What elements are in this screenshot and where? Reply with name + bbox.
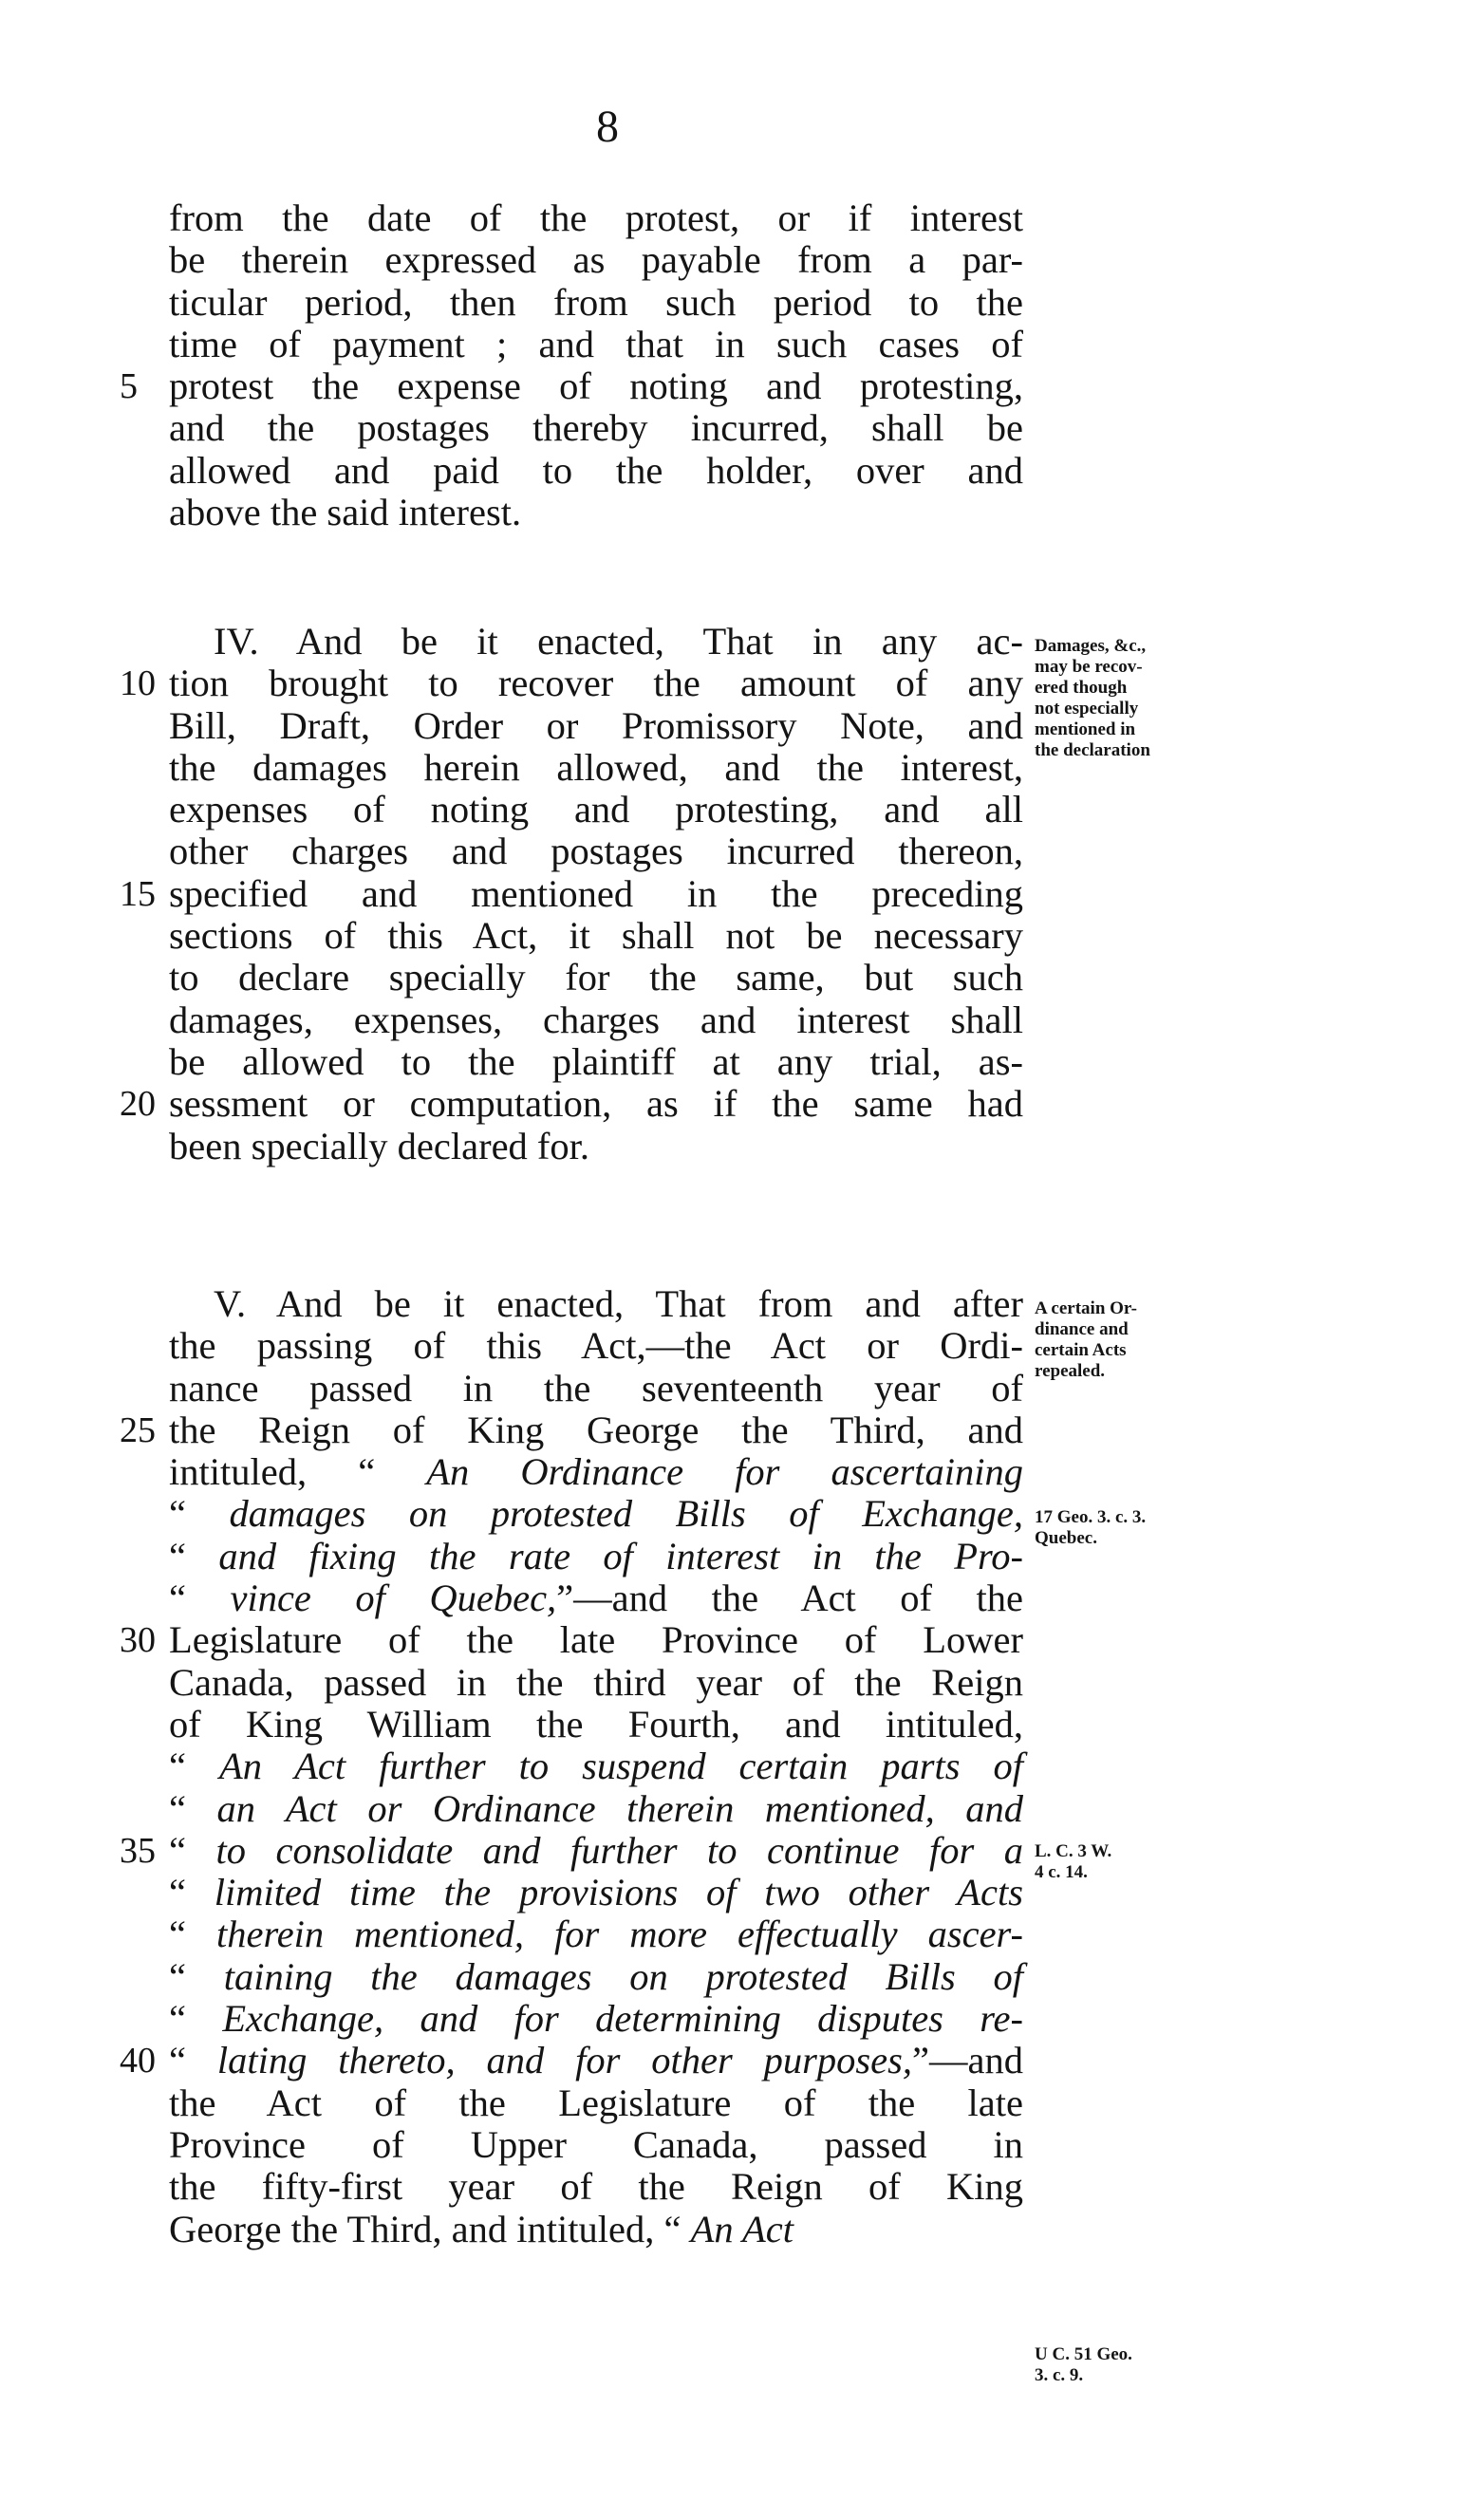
line-number: 25 <box>120 1409 156 1450</box>
text-line <box>120 662 1023 705</box>
line-text: expenses of noting and protesting, and all <box>169 788 1023 831</box>
italic-title-text: lating thereto, and for other purposes, <box>216 2039 913 2082</box>
line-text: ”—and <box>912 2039 1023 2082</box>
text-line <box>169 999 1023 1041</box>
margin-note-upper-canada-act <box>1035 2344 1253 2386</box>
line-text: to declare specially for the same, but such <box>169 956 1023 999</box>
margin-note-repealed <box>1035 1298 1253 1382</box>
line-number: 15 <box>120 873 156 914</box>
italic-title-text: an Act or Ordinance therein mentioned, and <box>216 1786 1023 1830</box>
line-text: the fifty-first year of the Reign of King <box>169 2165 1023 2209</box>
text-line <box>169 621 1023 663</box>
line-text: ”—and the Act of the <box>556 1577 1023 1620</box>
text-line <box>169 282 1023 324</box>
line-text: “ <box>169 1492 230 1536</box>
text-line <box>120 1082 1023 1126</box>
italic-title-text: limited time the provisions of two other Acts <box>214 1871 1023 1914</box>
margin-note-line: repealed. <box>1035 1361 1106 1381</box>
text-line <box>120 1828 1023 1872</box>
text-line <box>169 1745 1023 1787</box>
text-line <box>169 1325 1023 1367</box>
margin-note-line: not especially <box>1035 699 1139 719</box>
text-line <box>169 2082 1023 2124</box>
text-line <box>169 1493 1023 1535</box>
line-text: “ <box>169 1577 231 1620</box>
margin-note-line: 3. c. 9. <box>1035 2365 1084 2385</box>
page-number: 8 <box>596 102 619 152</box>
line-text: “ <box>169 1786 217 1830</box>
line-text: Province of Upper Canada, passed in <box>169 2122 1023 2166</box>
line-text: protest the expense of noting and protesting, <box>169 364 1023 408</box>
line-text: Legislature of the late Province of Lower <box>169 1618 1023 1662</box>
margin-note-line: 4 c. 14. <box>1035 1862 1088 1882</box>
text-line <box>169 450 1023 492</box>
line-text: Canada, passed in the third year of the Reign <box>169 1660 1023 1704</box>
line-text: been specially declared for. <box>169 1124 590 1167</box>
text-line <box>169 2166 1023 2208</box>
line-text: the Act of the Legislature of the late <box>169 2081 1023 2124</box>
line-text: damages, expenses, charges and interest shall <box>169 998 1023 1041</box>
text-line <box>169 747 1023 789</box>
line-text: be therein expressed as payable from a par- <box>169 238 1023 282</box>
text-line <box>169 492 1023 533</box>
italic-title-text: An Act <box>690 2207 794 2250</box>
margin-note-line: mentioned in <box>1035 719 1136 739</box>
text-line <box>120 871 1023 915</box>
italic-title-text: taining the damages on protested Bills of <box>223 1954 1024 1998</box>
italic-title-text: Exchange, and for determining disputes re- <box>222 1997 1023 2041</box>
text-line <box>169 1577 1023 1619</box>
text-line <box>169 239 1023 281</box>
margin-note-line: certain Acts <box>1035 1340 1127 1360</box>
margin-note-lower-canada-act <box>1035 1841 1253 1883</box>
line-text: ticular period, then from such period to the <box>169 280 1023 324</box>
margin-note-line: may be recov- <box>1035 657 1143 677</box>
line-text: V. And be it enacted, That from and after <box>214 1282 1023 1325</box>
text-line <box>169 1913 1023 1955</box>
margin-note-damages <box>1035 636 1253 761</box>
line-text: the Reign of King George the Third, and <box>169 1408 1023 1451</box>
text-line <box>169 197 1023 239</box>
text-line <box>169 2124 1023 2166</box>
text-line <box>169 1368 1023 1409</box>
line-text: be allowed to the plaintiff at any trial, as- <box>169 1039 1023 1083</box>
text-line <box>120 1408 1023 1451</box>
line-text: “ <box>169 1745 219 1788</box>
text-line <box>169 957 1023 999</box>
line-number: 40 <box>120 2041 156 2081</box>
line-text: “ <box>169 1828 216 1872</box>
section-v-paragraph <box>120 1282 1024 2250</box>
line-text: George the Third, and intituled, “ <box>169 2207 691 2250</box>
margin-note-line: 17 Geo. 3. c. 3. <box>1035 1507 1147 1527</box>
margin-note-line: ered though <box>1035 678 1128 698</box>
line-text: from the date of the protest, or if interest <box>169 196 1023 239</box>
line-text: nance passed in the seventeenth year of <box>169 1366 1023 1409</box>
text-line <box>120 2039 1023 2082</box>
line-text: sessment or computation, as if the same had <box>169 1082 1023 1126</box>
text-line <box>169 831 1023 872</box>
text-line <box>169 1704 1023 1745</box>
italic-title-text: An Act further to suspend certain parts of <box>218 1745 1023 1788</box>
text-line <box>169 705 1023 747</box>
italic-title-text: and fixing the rate of interest in the Pro- <box>218 1534 1023 1577</box>
line-text: IV. And be it enacted, That in any ac- <box>214 620 1023 663</box>
line-number: 10 <box>120 663 156 704</box>
italic-title-text: to consolidate and further to continue for a <box>215 1828 1023 1872</box>
line-text: “ <box>169 2039 217 2082</box>
margin-note-line: dinance and <box>1035 1319 1129 1339</box>
line-text: sections of this Act, it shall not be necessary <box>169 914 1023 958</box>
line-text: other charges and postages incurred thereon, <box>169 830 1023 873</box>
paragraph-continuation <box>120 196 1023 534</box>
text-line <box>169 1283 1023 1325</box>
line-text: the passing of this Act,—the Act or Ordi- <box>169 1324 1023 1368</box>
line-text: “ <box>169 1534 219 1577</box>
text-line <box>169 1872 1023 1913</box>
line-text: intituled, “ <box>169 1450 427 1494</box>
line-number: 5 <box>120 366 138 407</box>
text-line <box>169 2209 1023 2250</box>
text-line <box>169 1998 1023 2040</box>
line-text: “ <box>169 1954 224 1998</box>
line-text: above the said interest. <box>169 491 522 534</box>
text-line <box>169 1662 1023 1704</box>
text-line <box>169 1788 1023 1830</box>
margin-note-line: A certain Or- <box>1035 1298 1137 1318</box>
line-text: and the postages thereby incurred, shall be <box>169 406 1023 450</box>
line-text: specified and mentioned in the preceding <box>169 871 1023 915</box>
italic-title-text: An Ordinance for ascertaining <box>426 1450 1023 1494</box>
line-text: “ <box>169 1871 215 1914</box>
line-text: “ <box>169 1997 223 2041</box>
line-text: the damages herein allowed, and the interest, <box>169 745 1023 789</box>
text-line <box>169 789 1023 831</box>
line-number: 35 <box>120 1830 156 1871</box>
text-line <box>169 1126 1023 1167</box>
text-line <box>169 1536 1023 1577</box>
text-line <box>169 1451 1023 1493</box>
line-text: “ <box>169 1913 216 1956</box>
line-number: 30 <box>120 1620 156 1661</box>
text-line <box>169 1041 1023 1083</box>
text-line <box>120 364 1023 408</box>
italic-title-text: vince of Quebec, <box>230 1577 557 1620</box>
text-line <box>169 407 1023 449</box>
italic-title-text: therein mentioned, for more effectually ascer- <box>215 1913 1023 1956</box>
line-text: tion brought to recover the amount of any <box>169 662 1023 705</box>
margin-note-line: Quebec. <box>1035 1528 1097 1548</box>
margin-note-line: L. C. 3 W. <box>1035 1841 1112 1861</box>
section-iv-paragraph <box>120 620 1023 1167</box>
text-line <box>169 1956 1023 1998</box>
text-line <box>169 324 1023 365</box>
text-line <box>120 1618 1023 1662</box>
line-number: 20 <box>120 1084 156 1125</box>
italic-title-text: damages on protested Bills of Exchange, <box>229 1492 1023 1536</box>
text-line <box>169 915 1023 957</box>
margin-note-quebec-ordinance <box>1035 1507 1253 1549</box>
margin-note-line: Damages, &c., <box>1035 636 1147 656</box>
margin-note-line: U C. 51 Geo. <box>1035 2344 1132 2364</box>
line-text: of King William the Fourth, and intituled, <box>169 1702 1023 1745</box>
margin-note-line: the declaration <box>1035 740 1150 760</box>
line-text: allowed and paid to the holder, over and <box>169 448 1023 492</box>
line-text: time of payment ; and that in such cases of <box>169 322 1023 365</box>
line-text: Bill, Draft, Order or Promissory Note, and <box>169 703 1023 747</box>
